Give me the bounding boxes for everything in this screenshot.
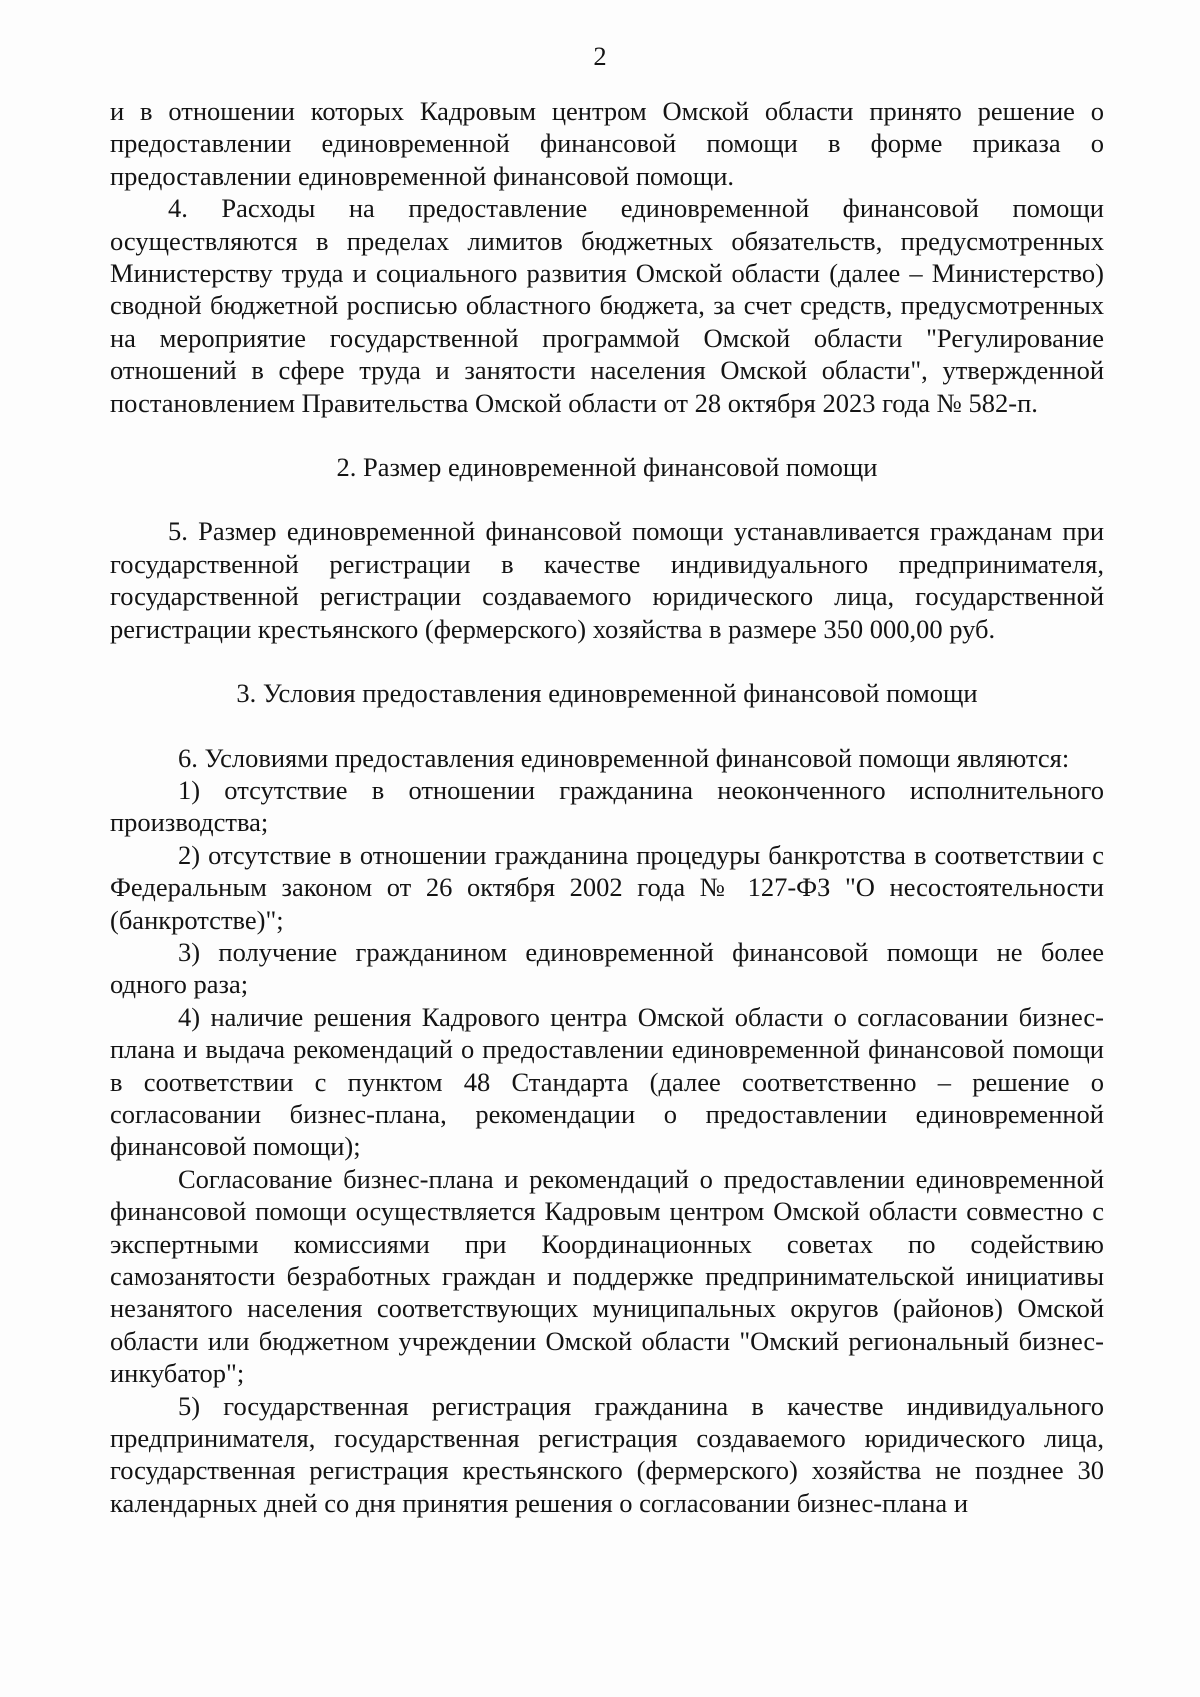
paragraph-6-item-5: 5) государственная регистрация гражданина в качестве индивидуального предпринимателя, государственная регистрация создаваемого юридического лица, государственная регистрация крестьянского (фермерского) хозяйства не позднее 30 календарных дней со дня принятия решения о согласовании бизнес-плана и bbox=[110, 1390, 1104, 1518]
paragraph-4: 4. Расходы на предоставление единовременной финансовой помощи осуществляются в пределах лимитов бюджетных обязательств, предусмотренных Министерству труда и социального развития Омской области (далее – Министерство) сводной бюджетной росписью областного бюджета, за счет средств, предусмотренных на мероприятие государственной программой Омской области "Регулирование отношений в сфере труда и занятости населения Омской области", утвержденной постановлением Правительства Омской области от 28 октября 2023 года № 582-п. bbox=[110, 193, 1104, 418]
section-heading-3: 3. Условия предоставления единовременной финансовой помощи bbox=[236, 678, 978, 709]
paragraph-6-item-4: 4) наличие решения Кадрового центра Омской области о согласовании бизнес-плана и выдача рекомендаций о предоставлении единовременной финансовой помощи в соответствии с пунктом 48 Стандарта (далее соответственно – решение о согласовании бизнес-плана, рекомендации о предоставлении единовременной финансовой помощи); bbox=[110, 1001, 1104, 1162]
paragraph-6-item-1: 1) отсутствие в отношении гражданина неоконченного исполнительного производства; bbox=[110, 774, 1104, 838]
paragraph-6-item-2: 2) отсутствие в отношении гражданина процедуры банкротства в соответствии с Федеральным законом от 26 октября 2002 года № 127-ФЗ "О несостоятельности (банкротстве)"; bbox=[110, 839, 1104, 935]
paragraph-6-item-3: 3) получение гражданином единовременной финансовой помощи не более одного раза; bbox=[110, 936, 1104, 1000]
section-heading-2: 2. Размер единовременной финансовой помощи bbox=[336, 452, 878, 483]
paragraph-6: 6. Условиями предоставления единовременной финансовой помощи являются: bbox=[178, 742, 1070, 773]
page-number: 2 bbox=[593, 41, 607, 71]
paragraph-agreement: Согласование бизнес-плана и рекомендаций о предоставлении единовременной финансовой помощи осуществляется Кадровым центром Омской области совместно с экспертными комиссиями при Координационных советах по содействию самозанятости безработных граждан и поддержке предпринимательской инициативы незанятого населения соответствующих муниципальных округов (районов) Омской области или бюджетном учреждении Омской области "Омский региональный бизнес-инкубатор"; bbox=[110, 1163, 1104, 1389]
paragraph-intro: и в отношении которых Кадровым центром Омской области принято решение о предоставлении единовременной финансовой помощи в форме приказа о предоставлении единовременной финансовой помощи. bbox=[110, 96, 1104, 191]
document-body bbox=[110, 95, 1104, 1519]
paragraph-5: 5. Размер единовременной финансовой помощи устанавливается гражданам при государственной регистрации в качестве индивидуального предпринимателя, государственной регистрации создаваемого юридического лица, государственной регистрации крестьянского (фермерского) хозяйства в размере 350 000,00 руб. bbox=[110, 516, 1104, 644]
